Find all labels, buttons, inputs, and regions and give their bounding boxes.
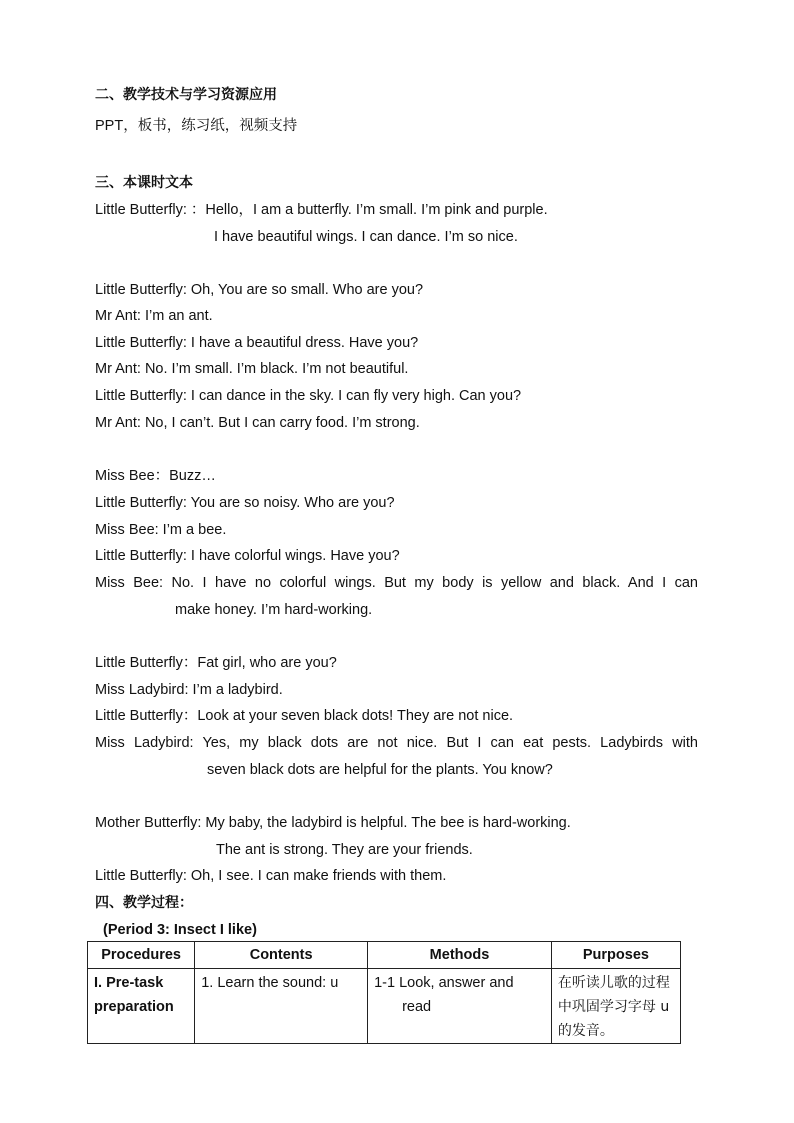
- table-row: [88, 969, 681, 1044]
- text-line: Mother Butterfly: My baby, the ladybird is helpful. The bee is hard-working.: [95, 815, 571, 831]
- text-line: Little Butterfly: Oh, I see. I can make friends with them.: [95, 868, 447, 884]
- section3-heading: 三、本课时文本: [95, 175, 193, 191]
- method-label: 1-1 Look, answer and: [374, 975, 514, 991]
- text-line: Little Butterfly: I can dance in the sky. I can fly very high. Can you?: [95, 388, 522, 404]
- text-line: The ant is strong. They are your friends.: [216, 842, 473, 858]
- text-line: Miss Bee：Buzz…: [95, 468, 216, 484]
- text-line: Little Butterfly: I have a beautiful dress. Have you?: [95, 335, 419, 351]
- header-purposes: Purposes: [551, 942, 680, 969]
- text-line: Little Butterfly: I have colorful wings. Have you?: [95, 548, 400, 564]
- text-line: seven black dots are helpful for the plants. You know?: [207, 762, 553, 778]
- table-header-row: [88, 942, 681, 969]
- text-line: Miss Ladybird: Yes, my black dots are not nice. But I can eat pests. Ladybirds with: [95, 735, 698, 751]
- section2-heading: 二、教学技术与学习资源应用: [95, 87, 277, 103]
- text-line: Little Butterfly：Look at your seven black dots! They are not nice.: [95, 708, 514, 724]
- header-procedures: Procedures: [88, 942, 195, 969]
- header-methods: Methods: [368, 942, 552, 969]
- section4-heading: 四、教学过程：: [95, 895, 193, 911]
- text-line: Miss Bee: No. I have no colorful wings. But my body is yellow and black. And I can: [95, 575, 698, 591]
- cell-content: 1. Learn the sound: u: [195, 969, 368, 1044]
- text-line: Mr Ant: No. I’m small. I’m black. I’m not beautiful.: [95, 361, 409, 377]
- procedures-table: [87, 941, 681, 1044]
- cell-purpose: 在听读儿歌的过程中巩固学习字母 u 的发音。: [551, 969, 680, 1044]
- header-contents: Contents: [195, 942, 368, 969]
- text-line: Little Butterfly: You are so noisy. Who are you?: [95, 495, 395, 511]
- text-line: Little Butterfly: Oh, You are so small. Who are you?: [95, 282, 424, 298]
- text-line: Mr Ant: I’m an ant.: [95, 308, 213, 324]
- text-line: Little Butterfly: ：Hello，I am a butterfly. I’m small. I’m pink and purple.: [95, 202, 548, 218]
- text-line: make honey. I’m hard-working.: [175, 602, 373, 618]
- text-line: Miss Ladybird: I’m a ladybird.: [95, 682, 283, 698]
- text-line: Little Butterfly：Fat girl, who are you?: [95, 655, 337, 671]
- period-title: (Period 3: Insect I like): [103, 922, 257, 938]
- text-line: Mr Ant: No, I can’t. But I can carry food. I’m strong.: [95, 415, 420, 431]
- cell-method: [368, 969, 552, 1044]
- cell-procedure: I. Pre-task preparation: [88, 969, 195, 1044]
- text-line: I have beautiful wings. I can dance. I’m so nice.: [214, 229, 518, 245]
- section2-content: PPT，板书，练习纸，视频支持: [95, 118, 298, 134]
- method-continuation: read: [402, 999, 432, 1015]
- text-line: Miss Bee: I’m a bee.: [95, 522, 227, 538]
